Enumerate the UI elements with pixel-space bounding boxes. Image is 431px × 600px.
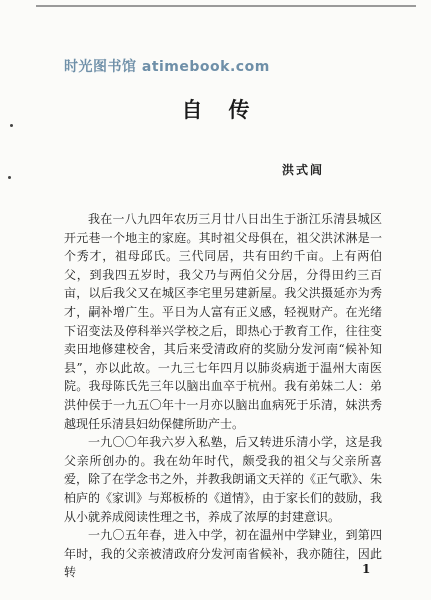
margin-speck xyxy=(8,176,11,179)
page-number: 1 xyxy=(362,562,371,576)
paragraph: 我在一八九四年农历三月廿八日出生于浙江乐清县城区开元巷一个地主的家庭。其时祖父母俱在，祖父洪沭淋是一个秀才，祖母邱氏。三代同居，共有田约千亩。上有两伯父，到我四五岁时，我父乃与两伯父分居，分得田约三百亩，以后我父又在城区李宅里另建新屋。我父洪摄延亦为秀才，嗣补增广生。平日为人富有正义感，轻视财产。在光绪下诏变法及停科举兴学校之后，即热心于教育工作，往往变卖田地修建校舍，其后来受清政府的奖励分发河南“候补知县”，亦以此故。一九三七年四月以肺炎病逝于温州大南医院。我母陈氏先三年以脑出血卒于杭州。我有弟妹二人：弟洪仲侯于一九五〇年十一月亦以脑出血病死于乐清，妹洪秀越现任乐清县妇幼保健所助产士。 xyxy=(64,212,382,431)
margin-speck xyxy=(10,124,13,127)
page-title: 自传 xyxy=(181,97,276,122)
author-name: 洪式闾 xyxy=(282,163,325,177)
top-rule xyxy=(36,5,416,7)
body-text xyxy=(64,210,382,582)
watermark: 时光图书馆 atimebook.com xyxy=(64,59,270,75)
paragraph: 一九〇五年春，进入中学，初在温州中学肄业，到第四年时，我的父亲被清政府分发河南省候补，我亦随往，因此转 xyxy=(64,528,382,580)
paragraph: 一九〇〇年我六岁入私塾，后又转进乐清小学，这是我父亲所创办的。我在幼年时代，颇受我的祖父与父亲所喜爱，除了在学念书之外，并教我朗诵文天祥的《正气歌》、朱柏庐的《家训》与郑板桥的《道情》，由于家长们的鼓励，我从小就养成阅读性理之书，养成了浓厚的封建意识。 xyxy=(64,435,383,524)
